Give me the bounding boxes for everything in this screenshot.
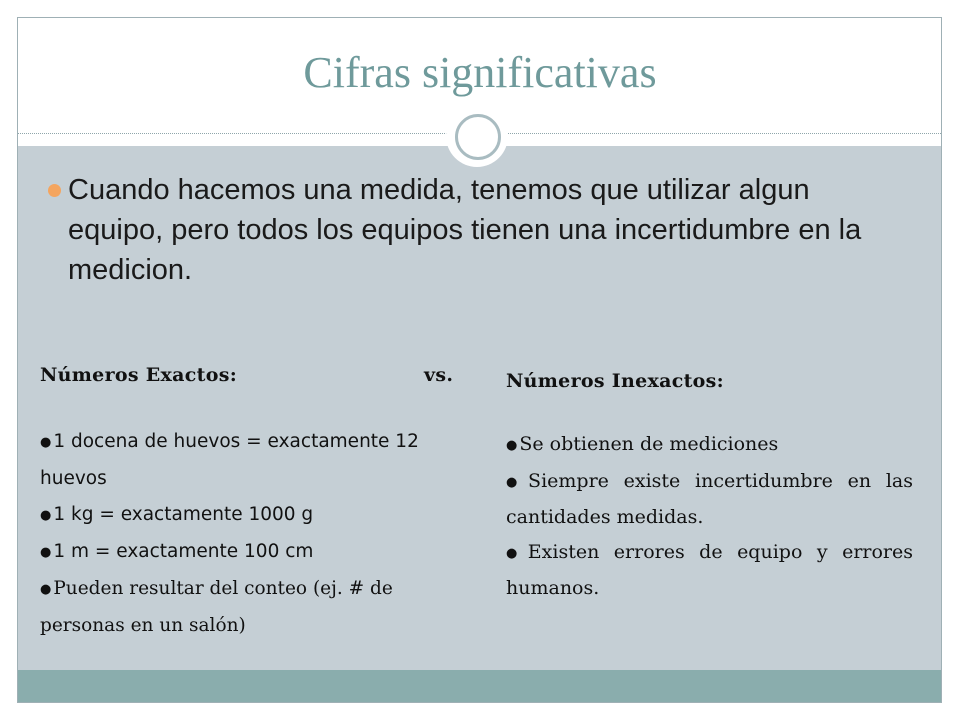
left-heading: Números Exactos:	[40, 364, 238, 386]
bullet-dot-icon: ●	[506, 545, 526, 561]
list-item: ● Siempre existe incertidumbre en las cantidades medidas.	[506, 469, 914, 528]
circle-ornament-icon	[455, 114, 501, 160]
right-heading: Números Inexactos:	[506, 370, 724, 392]
footer-band	[18, 670, 941, 702]
list-item: ● Existen errores de equipo y errores humanos.	[506, 540, 913, 599]
list-item: ● Pueden resultar del conteo (ej. # de personas en un salón)	[40, 578, 393, 636]
list-item: ● Se obtienen de mediciones	[506, 433, 779, 455]
bullet-dot-icon: ●	[40, 582, 52, 597]
slide-title: Cifras significativas	[303, 48, 657, 97]
exact-numbers-list	[40, 424, 460, 644]
bullet-dot-icon: ●	[506, 438, 518, 453]
list-item: ● 1 docena de huevos = exactamente 12 huevos	[40, 431, 419, 489]
list-item: ● 1 m = exactamente 100 cm	[40, 541, 314, 562]
bullet-dot-icon	[48, 184, 61, 197]
bullet-dot-icon: ●	[506, 474, 527, 490]
main-bullet-text: Cuando hacemos una medida, tenemos que utilizar algun equipo, pero todos los equipos tienen una incertidumbre en la medicion.	[68, 174, 862, 286]
bullet-dot-icon: ●	[40, 508, 52, 523]
inexact-numbers-list	[506, 427, 913, 606]
bullet-dot-icon: ●	[40, 435, 52, 450]
bullet-dot-icon: ●	[40, 545, 52, 560]
list-item: ● 1 kg = exactamente 1000 g	[40, 504, 314, 525]
vs-label: vs.	[424, 364, 454, 386]
